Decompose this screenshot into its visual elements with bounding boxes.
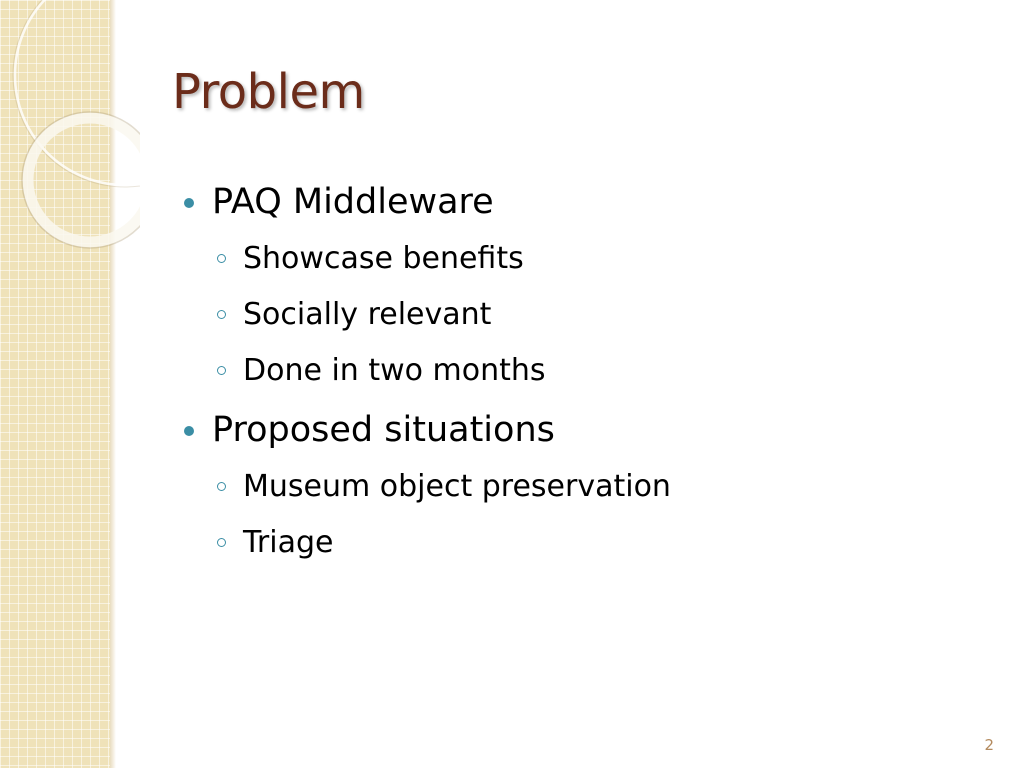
decorative-circles [0,0,140,260]
bullet-item-paq-middleware [182,174,962,230]
filled-bullet-icon [184,198,194,208]
filled-bullet-icon [184,426,194,436]
sub-bullet-item [182,458,962,514]
sub-bullet-text: Museum object preservation [243,468,671,504]
sub-bullet-text: Showcase benefits [243,240,524,276]
page-number: 2 [984,736,994,754]
sub-bullet-item [182,514,962,570]
hollow-bullet-icon [217,538,226,547]
sub-bullet-text: Triage [243,524,334,560]
bullet-text: PAQ Middleware [212,182,494,222]
hollow-bullet-icon [217,254,226,263]
hollow-bullet-icon [217,310,226,319]
slide-title: Problem [172,64,365,120]
bullet-item-proposed-situations [182,402,962,458]
sub-bullet-item [182,230,962,286]
sub-bullet-text: Done in two months [243,352,546,388]
sub-bullet-text: Socially relevant [243,296,492,332]
hollow-bullet-icon [217,366,226,375]
hollow-bullet-icon [217,482,226,491]
bullet-list [182,170,962,570]
bullet-text: Proposed situations [212,410,555,450]
sub-bullet-item [182,286,962,342]
sub-bullet-item [182,342,962,398]
